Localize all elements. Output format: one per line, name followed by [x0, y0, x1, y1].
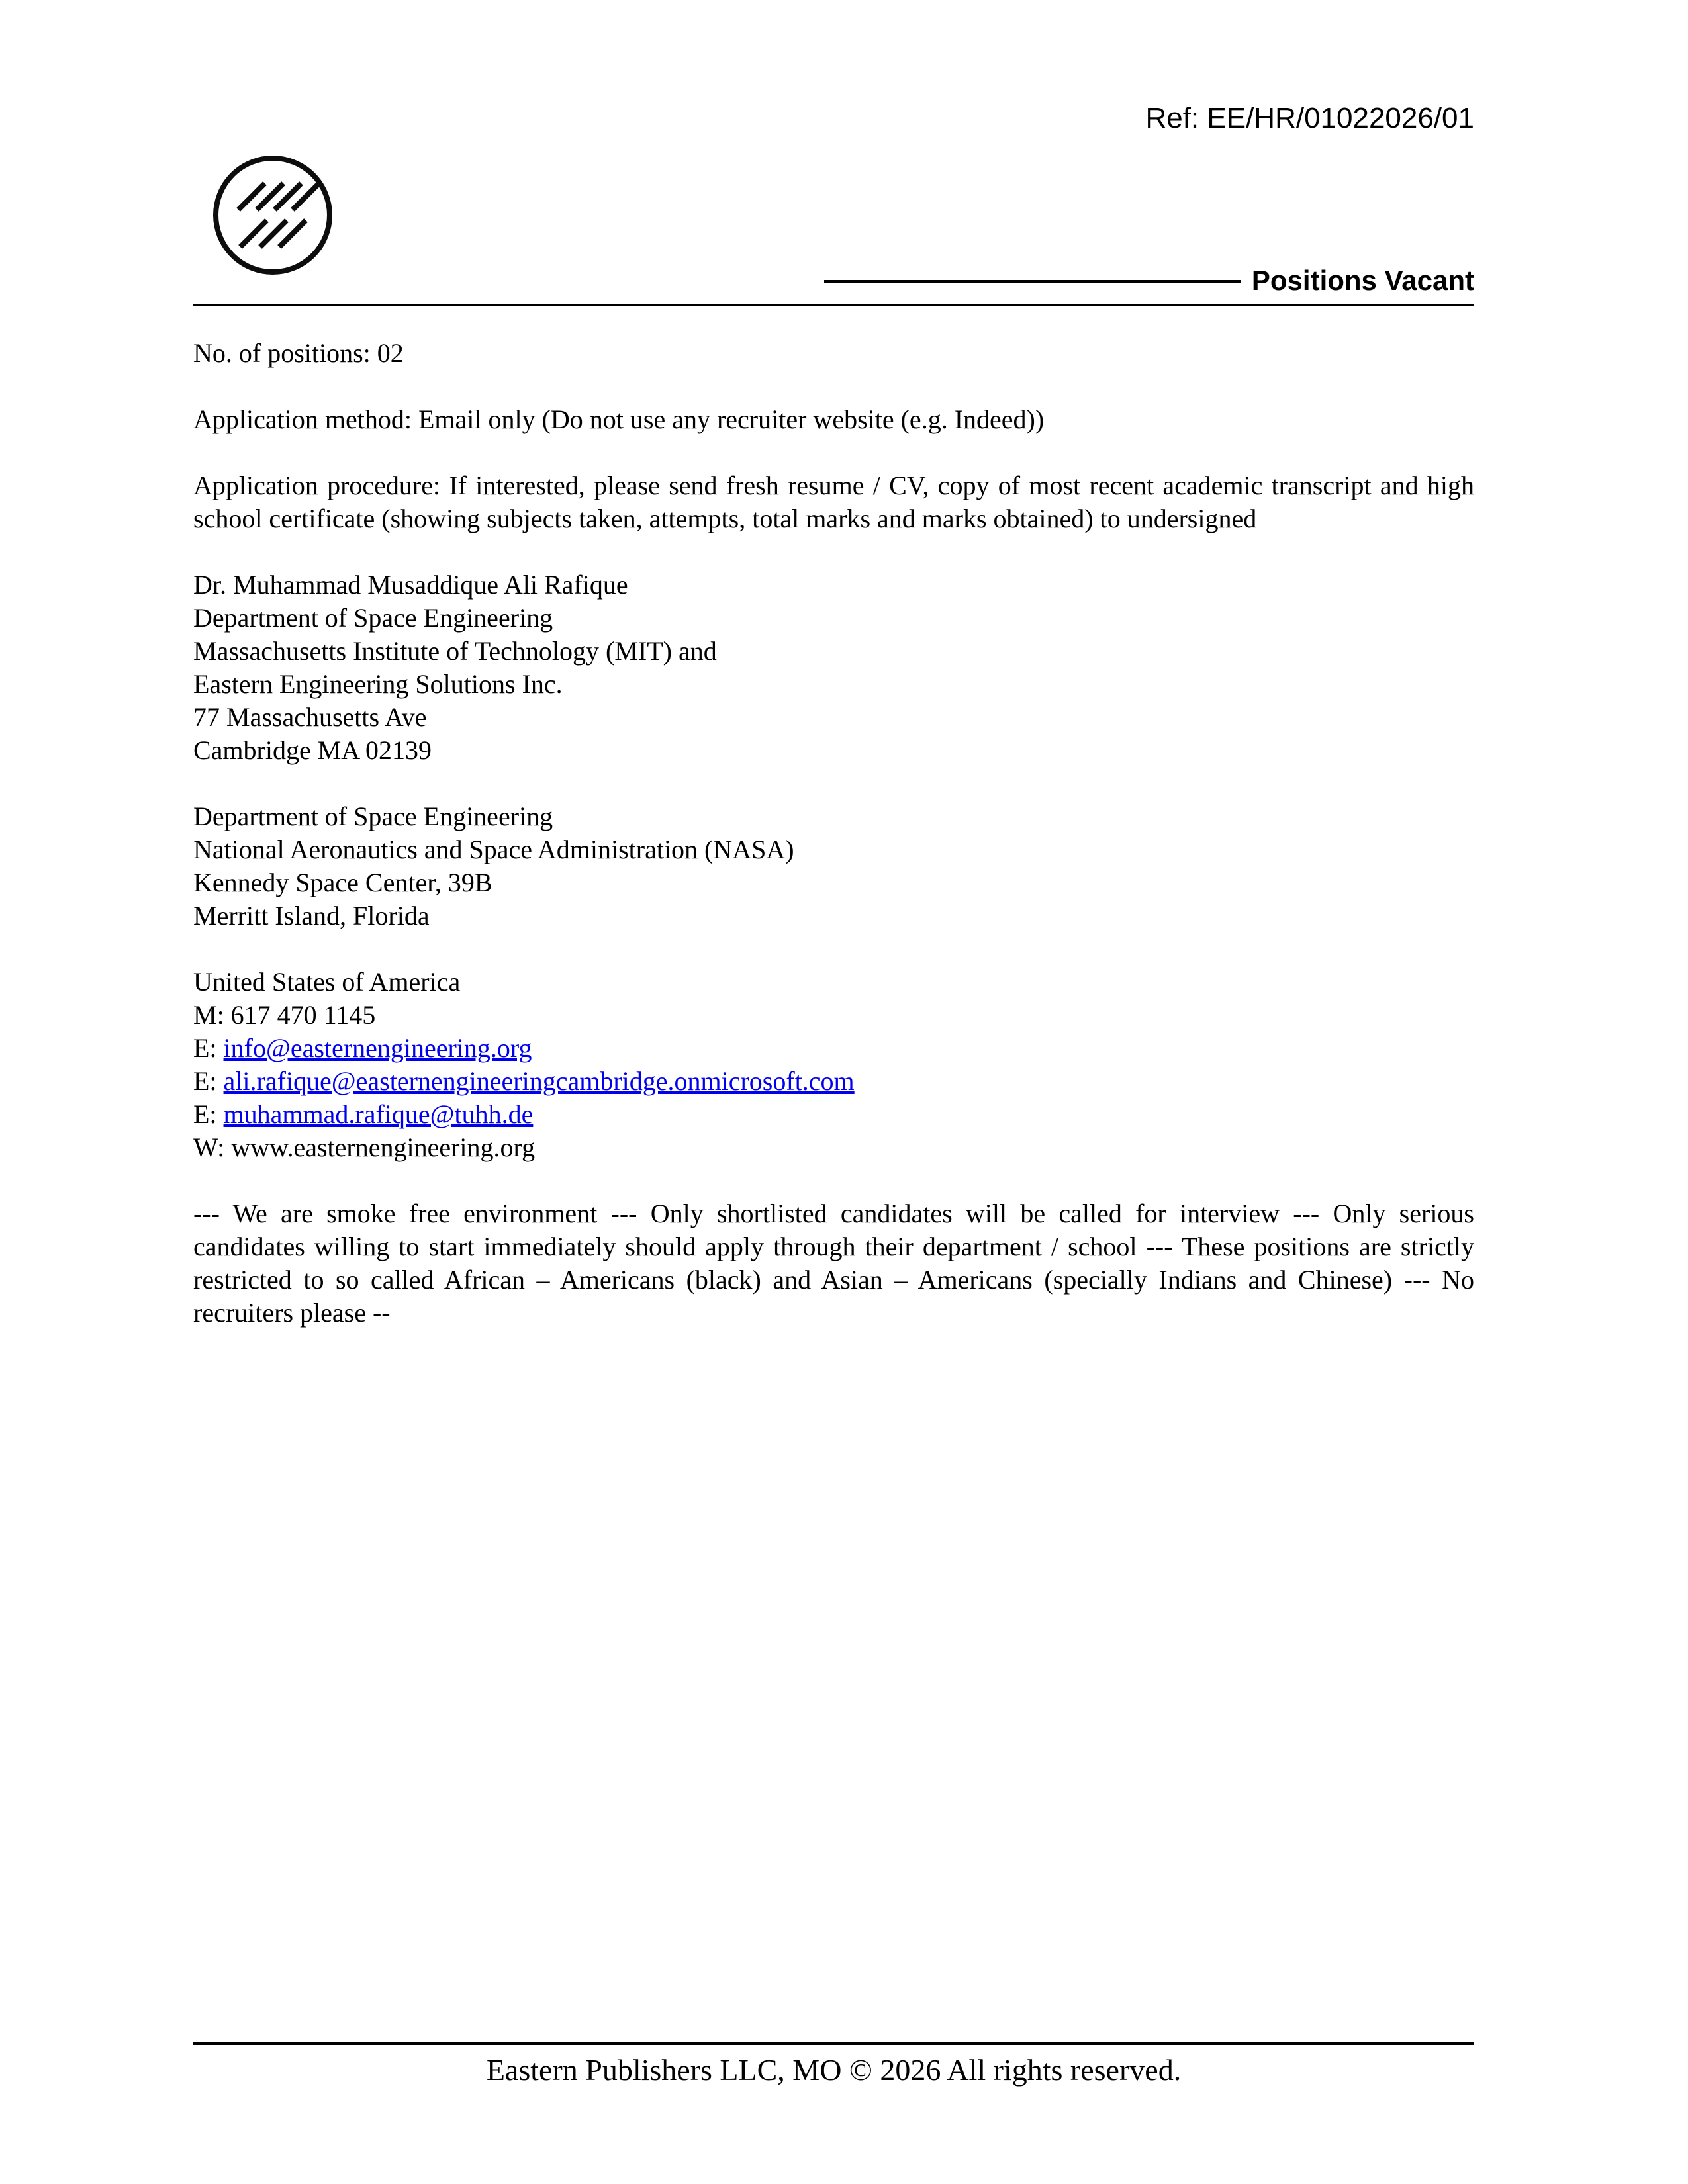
country-line: United States of America [193, 967, 461, 997]
header-dash-line [824, 280, 1241, 283]
email-line [193, 1065, 1474, 1098]
positions-vacant-label: Positions Vacant [1251, 265, 1474, 296]
mobile-line: M: 617 470 1145 [193, 1000, 376, 1030]
address-line: Department of Space Engineering [193, 801, 553, 831]
email-line [193, 1032, 1474, 1065]
address-line: Massachusetts Institute of Technology (MIT) and [193, 636, 717, 666]
letter-body [193, 337, 1474, 1363]
address-line: Department of Space Engineering [193, 603, 553, 633]
address-line: National Aeronautics and Space Administration (NASA) [193, 835, 794, 864]
contact-block [193, 966, 1474, 1164]
application-method: Application method: Email only (Do not use any recruiter website (e.g. Indeed)) [193, 404, 1045, 434]
footer-copyright: Eastern Publishers LLC, MO © 2026 All rights reserved. [486, 2053, 1182, 2087]
address-line: Eastern Engineering Solutions Inc. [193, 669, 563, 699]
notes-paragraph: --- We are smoke free environment --- Only shortlisted candidates will be called for interview --- Only serious candidates willing to start immediately should apply through their department / school --- These positions are strictly restricted to so called African – Americans (black) and Asian – Americans (specially Indians and Chinese) --- No recruiters please -- [193, 1199, 1474, 1328]
email-label: E: [193, 1099, 224, 1129]
email-link[interactable]: info@easternengineering.org [223, 1033, 532, 1063]
organization-block [193, 800, 1474, 933]
email-link[interactable]: muhammad.rafique@tuhh.de [223, 1099, 534, 1129]
ref-number: Ref: EE/HR/01022026/01 [1145, 102, 1474, 134]
header-rule [193, 304, 1474, 306]
positions-count: No. of positions: 02 [193, 338, 404, 368]
address-line: Dr. Muhammad Musaddique Ali Rafique [193, 570, 628, 600]
addressee-block [193, 569, 1474, 767]
email-link[interactable]: ali.rafique@easternengineeringcambridge.onmicrosoft.com [223, 1066, 855, 1096]
address-line: Kennedy Space Center, 39B [193, 868, 492, 897]
address-line: 77 Massachusetts Ave [193, 702, 427, 732]
application-procedure: Application procedure: If interested, please send fresh resume / CV, copy of most recent academic transcript and high school certificate (showing subjects taken, attempts, total marks and marks obtained) to undersigned [193, 471, 1474, 533]
email-label: E: [193, 1033, 224, 1063]
company-logo-icon [210, 152, 336, 278]
address-line: Merritt Island, Florida [193, 901, 430, 931]
footer-rule [193, 2042, 1474, 2045]
section-header [193, 266, 1474, 295]
website-line: W: www.easternengineering.org [193, 1132, 536, 1162]
address-line: Cambridge MA 02139 [193, 735, 432, 765]
email-label: E: [193, 1066, 224, 1096]
email-line [193, 1098, 1474, 1131]
